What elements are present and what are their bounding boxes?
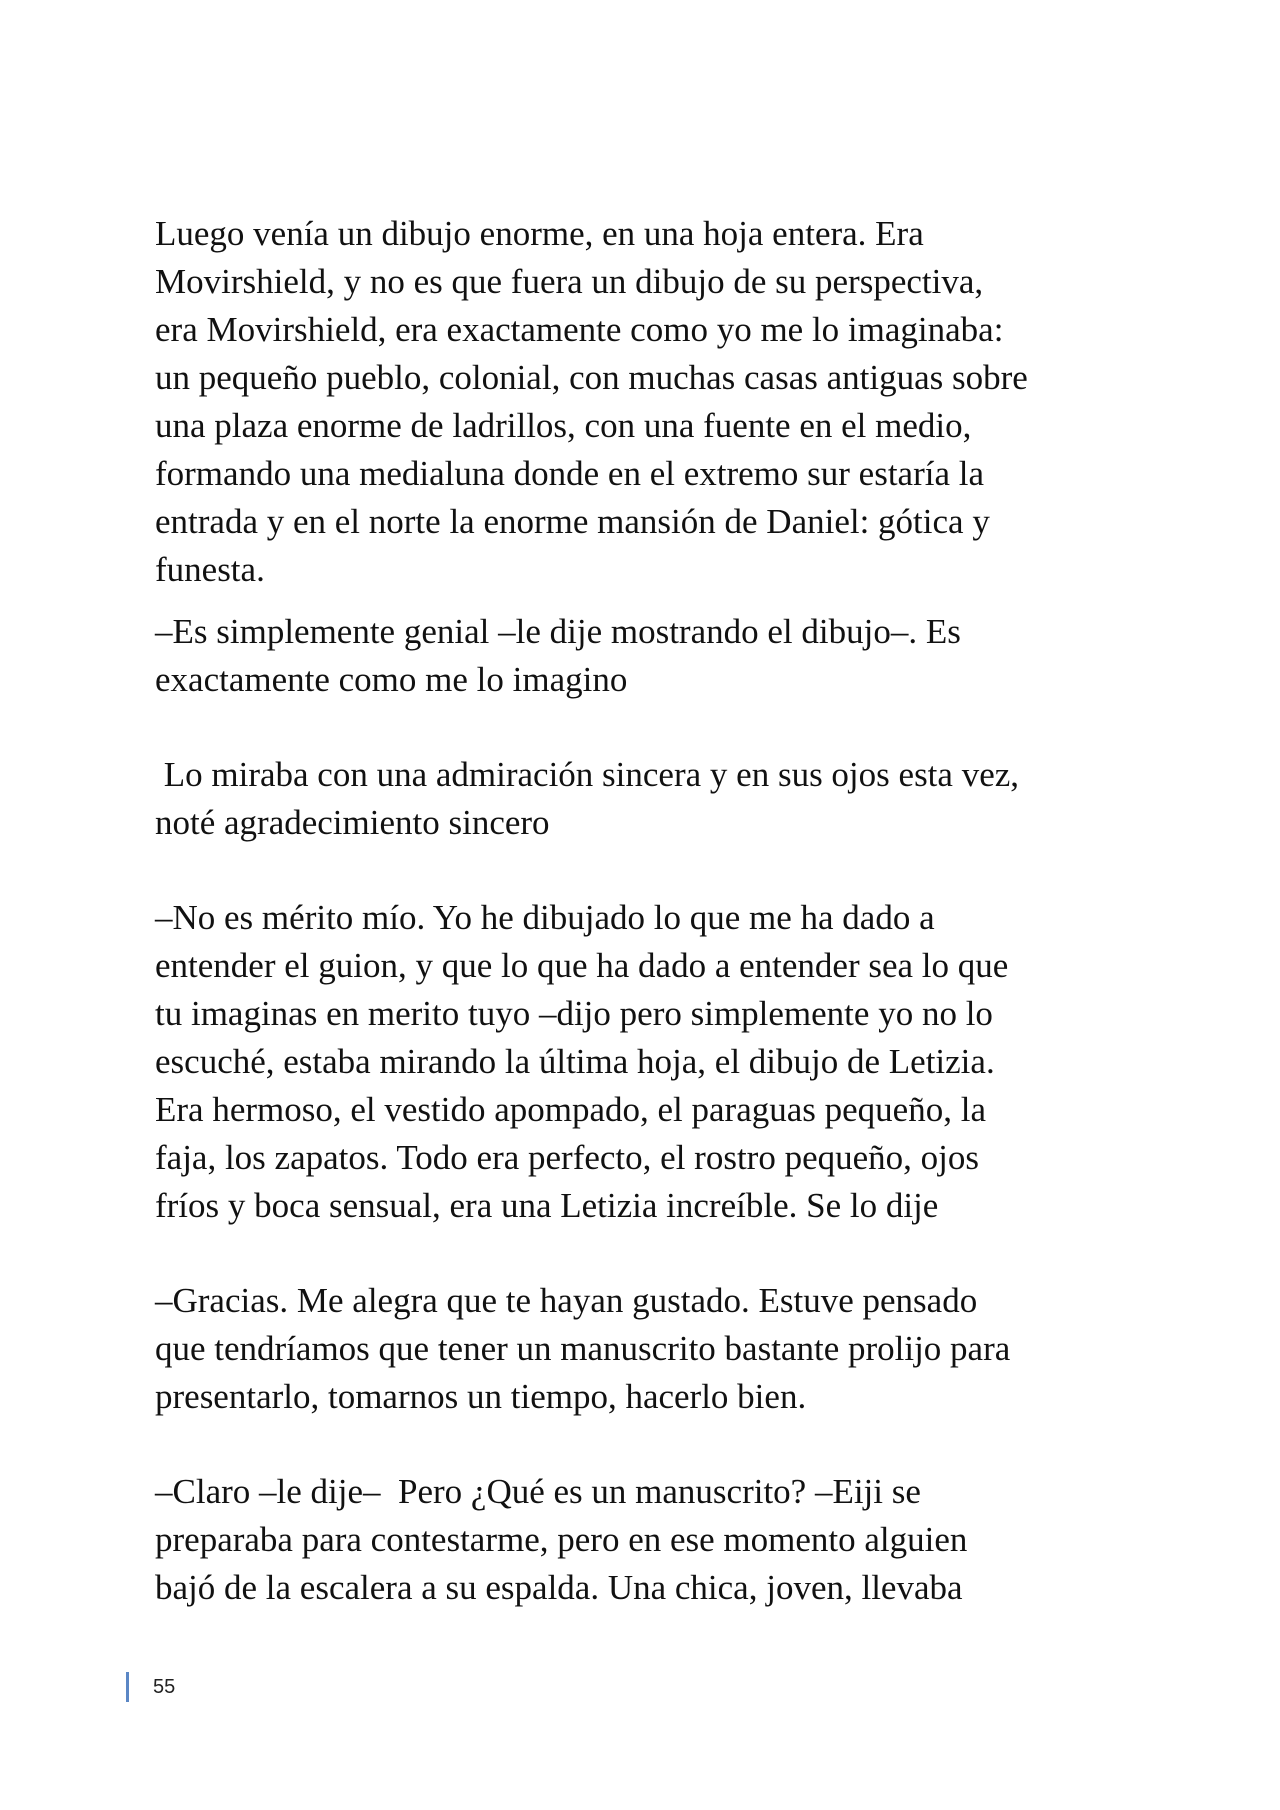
paragraph-2: –Es simplemente genial –le dije mostrando el dibujo–. Es exactamente como me lo imagino xyxy=(155,612,961,699)
footer-bar xyxy=(126,1672,129,1702)
paragraph-5: –Gracias. Me alegra que te hayan gustado. Estuve pensado que tendríamos que tener un manuscrito bastante prolijo para presentarlo, tomarnos un tiempo, hacerlo bien. xyxy=(155,1281,1011,1416)
page-number: 55 xyxy=(153,1675,176,1698)
paragraph-6: –Claro –le dije– Pero ¿Qué es un manuscrito? –Eiji se preparaba para contestarme, pero en ese momento alguien bajó de la escalera a su espalda. Una chica, joven, llevaba xyxy=(155,1472,968,1607)
page-body xyxy=(155,210,1145,1612)
paragraph-4: –No es mérito mío. Yo he dibujado lo que me ha dado a entender el guion, y que lo que ha dado a entender sea lo que tu imaginas en merito tuyo –dijo pero simplemente yo no lo escuché, estaba mirando la última hoja, el dibujo de Letizia. Era hermoso, el vestido apompado, el paraguas pequeño, la faja, los zapatos. Todo era perfecto, el rostro pequeño, ojos fríos y boca sensual, era una Letizia increíble. Se lo dije xyxy=(155,898,1009,1225)
page-footer xyxy=(126,1672,175,1702)
paragraph-3: Lo miraba con una admiración sincera y en sus ojos esta vez, noté agradecimiento sincero xyxy=(155,755,1020,842)
paragraph-1: Luego venía un dibujo enorme, en una hoja entera. Era Movirshield, y no es que fuera un dibujo de su perspectiva, era Movirshield, era exactamente como yo me lo imaginaba: un pequeño pueblo, colonial, con muchas casas antiguas sobre una plaza enorme de ladrillos, con una fuente en el medio, formando una medialuna donde en el extremo sur estaría la entrada y en el norte la enorme mansión de Daniel: gótica y funesta. xyxy=(155,214,1028,589)
